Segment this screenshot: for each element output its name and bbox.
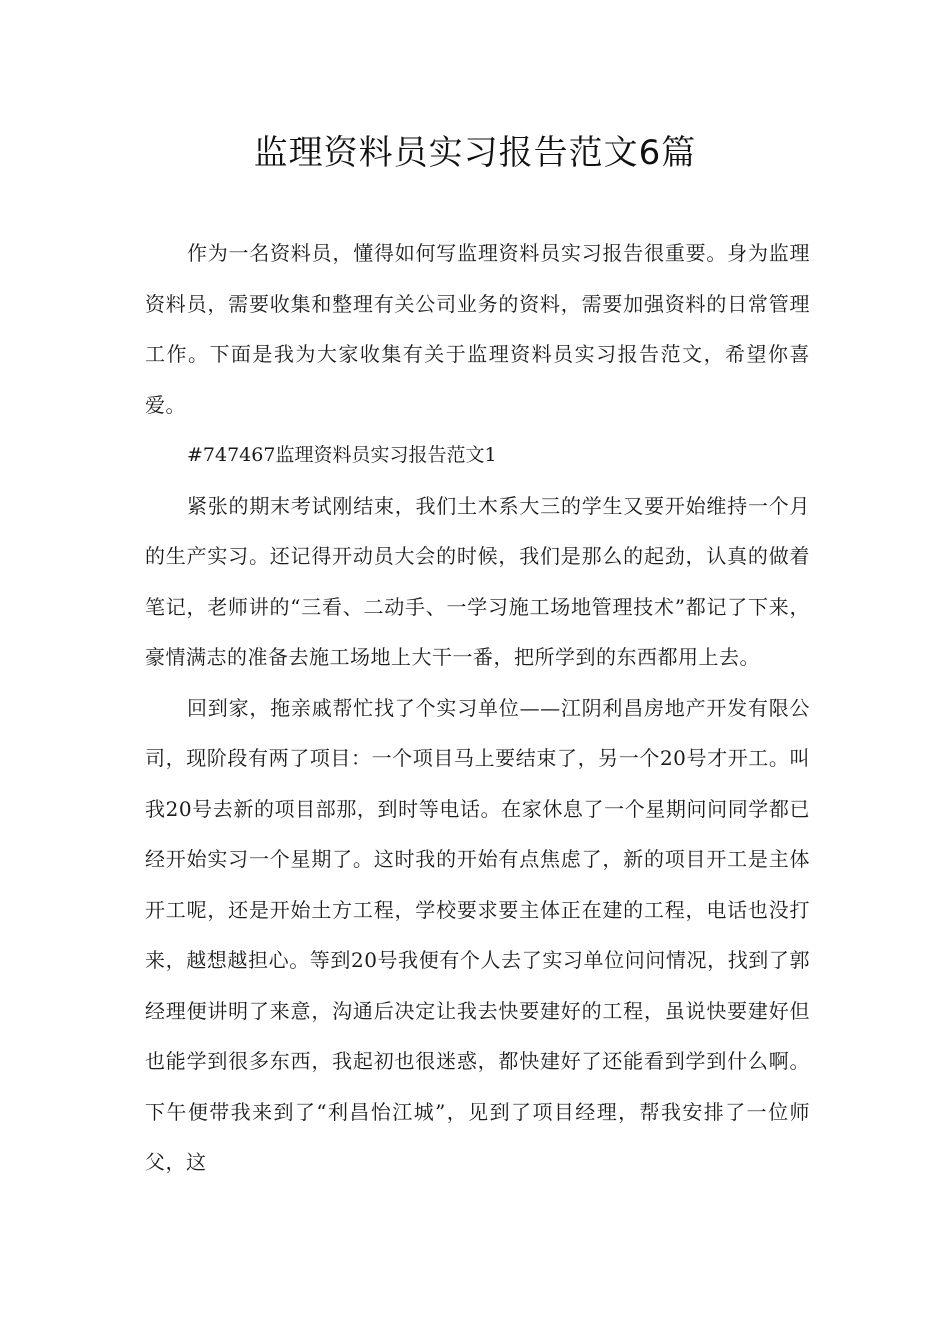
body-paragraph-1: 紧张的期末考试刚结束，我们土木系大三的学生又要开始维持一个月的生产实习。还记得开动员大会的时候，我们是那么的起劲，认真的做着笔记，老师讲的“三看、二动手、一学习施工场地管理技术”都记了下来，豪情满志的准备去施工场地上大干一番，把所学到的东西都用上去。 (145, 493, 810, 669)
document-title: 监理资料员实习报告范文6篇 (253, 133, 697, 173)
document-body (145, 228, 810, 1188)
body-paragraph-2: 回到家，拖亲戚帮忙找了个实习单位——江阴利昌房地产开发有限公司，现阶段有两了项目：一个项目马上要结束了，另一个20号才开工。叫我20号去新的项目部那，到时等电话。在家休息了一个星期问问同学都已经开始实习一个星期了。这时我的开始有点焦虑了，新的项目开工是主体开工呢，还是开始土方工程，学校要求要主体正在建的工程，电话也没打来，越想越担心。等到20号我便有个人去了实习单位问问情况，找到了郭经理便讲明了来意，沟通后决定让我去快要建好的工程，虽说快要建好但也能学到很多东西，我起初也很迷惑，都快建好了还能看到学到什么啊。下午便带我来到了“利昌怡江城”，见到了项目经理，帮我安排了一位师父，这 (145, 695, 810, 1174)
intro-paragraph: 作为一名资料员，懂得如何写监理资料员实习报告很重要。身为监理资料员，需要收集和整理有关公司业务的资料，需要加强资料的日常管理工作。下面是我为大家收集有关于监理资料员实习报告范文，希望你喜爱。 (145, 241, 810, 417)
section-heading: #747467监理资料员实习报告范文1 (187, 444, 497, 466)
